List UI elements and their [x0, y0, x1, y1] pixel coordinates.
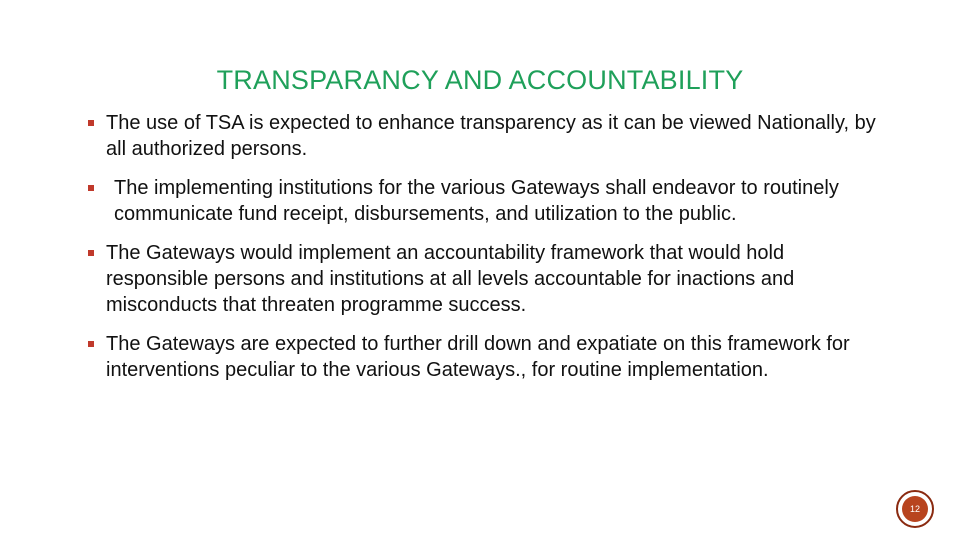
slide-title: TRANSPARANCY AND ACCOUNTABILITY	[216, 65, 744, 95]
square-bullet-icon	[88, 341, 94, 347]
bullet-list	[88, 110, 888, 396]
bullet-item	[88, 175, 888, 227]
bullet-text: The implementing institutions for the various Gateways shall endeavor to routinely communicate fund receipt, disbursements, and utilization to the public.	[114, 177, 839, 225]
bullet-text: The Gateways are expected to further drill down and expatiate on this framework for interventions peculiar to the various Gateways., for routine implementation.	[106, 333, 850, 381]
bullet-text: The use of TSA is expected to enhance transparency as it can be viewed Nationally, by all authorized persons.	[106, 112, 876, 160]
bullet-item	[88, 331, 888, 383]
square-bullet-icon	[88, 250, 94, 256]
page-number: 12	[902, 496, 928, 522]
square-bullet-icon	[88, 185, 94, 191]
bullet-text: The Gateways would implement an accountability framework that would hold responsible persons and institutions at all levels accountable for inactions and misconducts that threaten programme success.	[106, 242, 795, 316]
page-number-badge	[896, 490, 934, 528]
bullet-item	[88, 240, 888, 318]
square-bullet-icon	[88, 120, 94, 126]
bullet-item	[88, 110, 888, 162]
